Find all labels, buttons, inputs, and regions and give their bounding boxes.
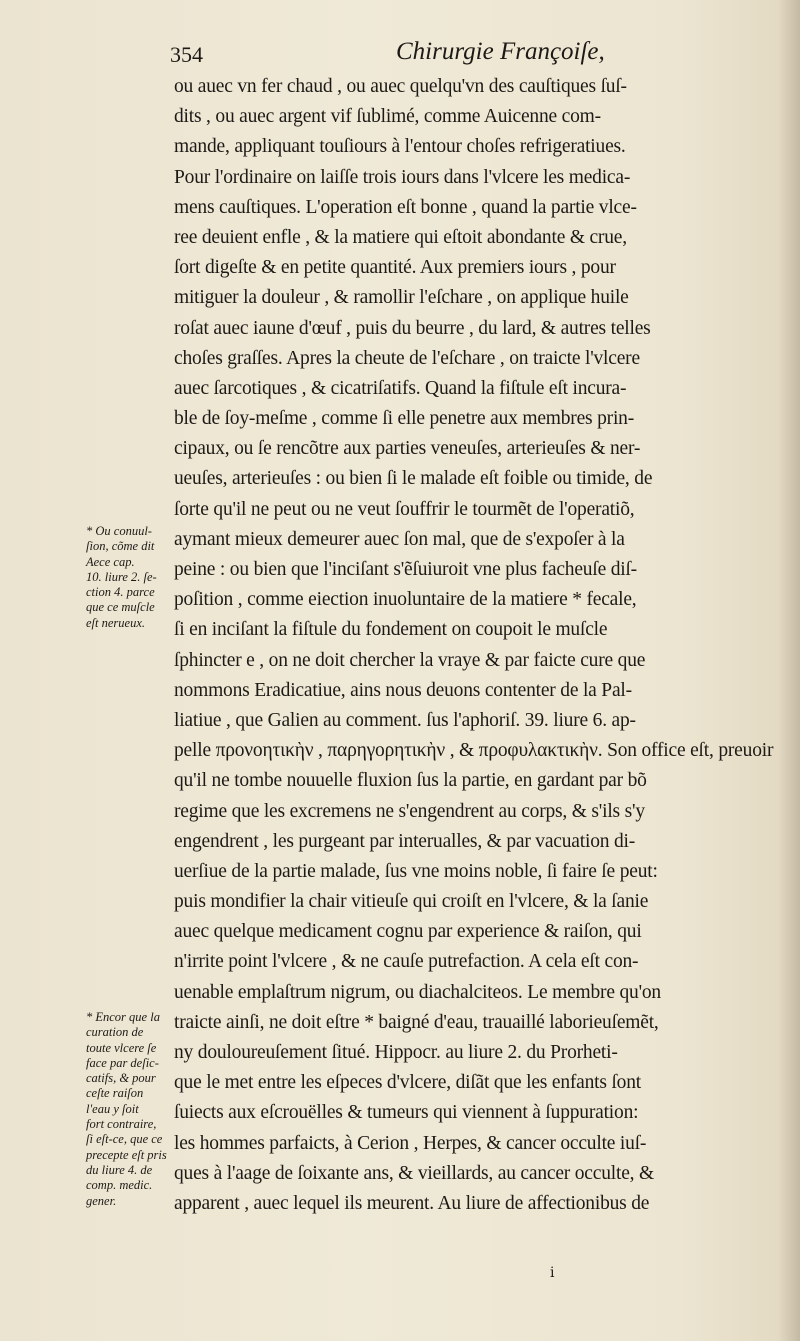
text-line: ou auec vn fer chaud , ou auec quelqu'vn des cauſtiques ſuſ- (174, 76, 627, 97)
margin-line: comp. medic. (86, 1178, 153, 1193)
text-line: que le met entre les eſpeces d'vlcere, diſãt que les enfants ſont (174, 1072, 641, 1094)
text-line: dits , ou auec argent vif ſublimé, comme Auicenne com- (174, 106, 601, 128)
text-line: peine : ou bien que l'inciſant s'ẽſuiuroit vne plus facheuſe diſ- (174, 559, 637, 580)
text-line: liatiue , que Galien au comment. ſus l'aphoriſ. 39. liure 6. ap- (174, 709, 636, 731)
text-line: n'irrite point l'vlcere , & ne cauſe putrefaction. A cela eſt con- (174, 951, 639, 973)
text-line: mens cauſtiques. L'operation eſt bonne , quand la partie vlce- (174, 196, 637, 218)
margin-line: Aece cap. (86, 554, 135, 569)
running-title: Chirurgie Françoiſe, (396, 38, 605, 65)
text-line: ſorte qu'il ne peut ou ne veut ſouffrir le tourmẽt de l'operatiõ, (174, 498, 635, 520)
margin-line: catifs, & pour (86, 1071, 156, 1086)
text-line: pelle προνοητικὴν , παρηγορητικὴν , & προφυλακτικὴν. Son office eſt, preuoir (174, 740, 774, 762)
text-line: auec ſarcotiques , & cicatriſatifs. Quand la fiſtule eſt incura- (174, 377, 627, 399)
text-line: les hommes parfaicts, à Cerion , Herpes, & cancer occulte iuſ- (174, 1132, 647, 1154)
text-line: ſuiects aux eſcrouëlles & tumeurs qui viennent à ſuppuration: (174, 1102, 639, 1124)
text-line: engendrent , les purgeant par interualles, & par vacuation di- (174, 830, 636, 852)
margin-line: du liure 4. de (86, 1162, 153, 1177)
margin-line: gener. (86, 1193, 117, 1208)
margin-line: 10. liure 2. ſe- (86, 569, 157, 584)
text-line: Pour l'ordinaire on laiſſe trois iours dans l'vlcere les medica- (174, 166, 631, 188)
text-line: uerſiue de la partie malade, ſus vne moins noble, ſi faire ſe peut: (174, 860, 658, 882)
text-line: ree deuient enfle , & la matiere qui eſtoit abondante & crue, (174, 226, 627, 248)
text-line: ueuſes, arterieuſes : ou bien ſi le malade eſt foible ou timide, de (174, 468, 653, 490)
text-line: ſphincter e , on ne doit chercher la vraye & par faicte cure que (174, 649, 646, 671)
marginal-note-convulsion (86, 524, 178, 631)
text-line: ſi en inciſant la fiſtule du fondement on coupoit le muſcle (174, 619, 608, 641)
margin-line: l'eau y ſoit (86, 1101, 139, 1116)
margin-line: ction 4. parce (86, 585, 155, 600)
margin-line: precepte eſt pris (86, 1147, 167, 1162)
margin-line: toute vlcere ſe (86, 1040, 157, 1055)
page-header (170, 36, 770, 76)
text-line: poſition , comme eiection inuoluntaire de la matiere * fecale, (174, 589, 637, 611)
page-number: 354 (170, 42, 203, 67)
text-line: ny douloureuſement ſitué. Hippocr. au liure 2. du Prorheti- (174, 1042, 618, 1063)
margin-line: * Ou conuul- (86, 524, 152, 538)
catchword: i (550, 1265, 555, 1281)
text-line: traicte ainſi, ne doit eſtre * baigné d'eau, trauaillé laborieuſemẽt, (174, 1011, 659, 1033)
margin-line: curation de (86, 1025, 144, 1040)
margin-line: ſi eſt-ce, que ce (86, 1132, 163, 1147)
text-line: roſat auec iaune d'œuf , puis du beurre , du lard, & autres telles (174, 317, 651, 339)
text-line: regime que les excremens ne s'engendrent au corps, & s'ils s'y (174, 800, 645, 822)
text-line: cipaux, ou ſe rencõtre aux parties veneuſes, arterieuſes & ner- (174, 438, 641, 460)
margin-line: eſt nerueux. (86, 615, 146, 630)
text-line: mitiguer la douleur , & ramollir l'eſchare , on applique huile (174, 287, 629, 309)
text-line: nommons Eradicatiue, ains nous deuons contenter de la Pal- (174, 679, 632, 701)
margin-line: face par deſic- (86, 1055, 159, 1070)
text-line: choſes graſſes. Apres la cheute de l'eſchare , on traicte l'vlcere (174, 347, 640, 369)
text-line: puis mondifier la chair vitieuſe qui croiſt en l'vlcere, & la ſanie (174, 891, 649, 913)
main-text-block (174, 72, 786, 1219)
margin-line: ceſte raiſon (86, 1086, 144, 1101)
text-line: ques à l'aage de ſoixante ans, & vieillards, au cancer occulte, & (174, 1162, 654, 1184)
margin-line: * Encor que la (86, 1010, 160, 1024)
margin-line: que ce muſcle (86, 600, 155, 615)
marginal-note-curation (86, 1010, 178, 1209)
text-line: ſort digeſte & en petite quantité. Aux premiers iours , pour (174, 257, 616, 279)
text-line: auec quelque medicament cognu par experience & raiſon, qui (174, 921, 642, 943)
margin-line: fort contraire, (86, 1117, 157, 1132)
text-line: aymant mieux demeurer auec ſon mal, que de s'expoſer à la (174, 528, 625, 550)
text-line: mande, appliquant touſiours à l'entour choſes refrigeratiues. (174, 136, 626, 158)
text-line: uenable emplaſtrum nigrum, ou diachalciteos. Le membre qu'on (174, 981, 661, 1003)
text-line: ble de ſoy-meſme , comme ſi elle penetre aux membres prin- (174, 408, 635, 430)
text-line: qu'il ne tombe nouuelle fluxion ſus la partie, en gardant par bõ (174, 770, 647, 792)
margin-line: ſion, cõme dit (86, 539, 155, 554)
text-line: apparent , auec lequel ils meurent. Au liure de affectionibus de (174, 1192, 650, 1214)
